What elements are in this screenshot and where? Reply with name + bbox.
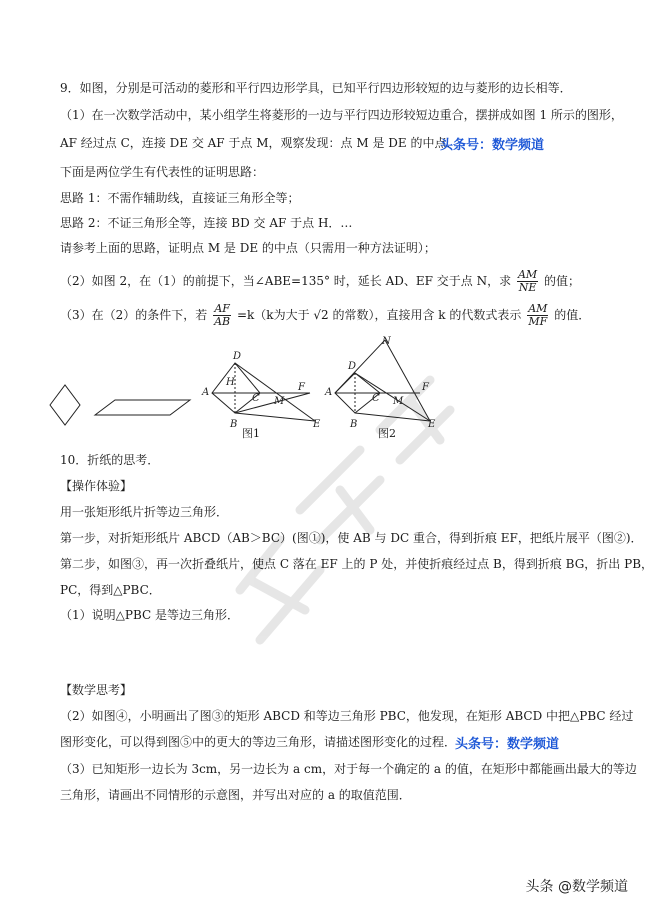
label-C-fig1: C bbox=[252, 393, 260, 404]
q9-part3 bbox=[60, 300, 590, 330]
q9-part3-fraction-2 bbox=[527, 303, 548, 328]
q10-question2-line1: （2）如图④，小明画出了图③的矩形 ABCD 和等边三角形 PBC，他发现，在矩形 ABCD 中把△PBC 经过 bbox=[60, 709, 634, 723]
q10-sentence1: 用一张矩形纸片折等边三角形． bbox=[60, 505, 229, 519]
q9-part3-mid: =k（k为大于 √2 的常数），直接用含 k 的代数式表示 bbox=[236, 308, 522, 322]
label-C-fig2: C bbox=[372, 393, 380, 404]
q9-title: 9．如图，分别是可活动的菱形和平行四边形学具，已知平行四边形较短的边与菱形的边长相等． bbox=[60, 81, 572, 95]
label-A-fig1: A bbox=[202, 387, 210, 398]
fraction-numerator: AF bbox=[214, 302, 230, 315]
q10-question1: （1）说明△PBC 是等边三角形． bbox=[60, 608, 239, 622]
label-F-fig2: F bbox=[422, 382, 429, 393]
q9-part2-fraction bbox=[517, 269, 538, 294]
q10-section-thinking: 【数学思考】 bbox=[60, 683, 133, 697]
q9-part2-pre: （2）如图 2，在（1）的前提下，当∠ABE=135° 时，延长 AD、EF 交于点 N，求 bbox=[60, 274, 512, 288]
fraction-denominator: AB bbox=[214, 315, 231, 328]
label-H-fig1: H bbox=[226, 377, 235, 388]
watermark-text-2: 头条号：数学频道 bbox=[455, 737, 560, 752]
q9-part3-pre: （3）在（2）的条件下，若 bbox=[60, 308, 208, 322]
footer-source-label: 头条 @数学频道 bbox=[525, 879, 628, 895]
figure-2-diagram bbox=[335, 340, 430, 421]
q9-part2 bbox=[60, 266, 580, 296]
q10-step2-line1: 第二步，如图③，再一次折叠纸片，使点 C 落在 EF 上的 P 处，并使折痕经过点 B，得到折痕 BG，折出 PB， bbox=[60, 557, 653, 571]
label-M-fig2: M bbox=[393, 396, 404, 407]
q10-step2-line2: PC，得到△PBC． bbox=[60, 583, 161, 597]
q9-intro: 下面是两位学生有代表性的证明思路： bbox=[60, 165, 265, 179]
q10-title: 10．折纸的思考． bbox=[60, 453, 160, 467]
label-E-fig1: E bbox=[313, 419, 321, 430]
label-N-fig2: N bbox=[382, 336, 391, 347]
q9-part1-line1: （1）在一次数学活动中，某小组学生将菱形的一边与平行四边形较短边重合，摆拼成如图 1 所示的图形， bbox=[60, 108, 623, 122]
q10-question3-line2: 三角形，请画出不同情形的示意图，并写出对应的 a 的取值范围． bbox=[60, 788, 411, 802]
label-D-fig2: D bbox=[348, 361, 357, 372]
parallelogram-shape bbox=[95, 400, 190, 415]
rhombus-shape bbox=[50, 385, 80, 425]
label-F-fig1: F bbox=[298, 382, 305, 393]
q9-part1-line2: AF 经过点 C，连接 DE 交 AF 于点 M，观察发现：点 M 是 DE 的中点． bbox=[60, 136, 459, 150]
q9-part3-fraction-1 bbox=[213, 303, 231, 328]
label-M-fig1: M bbox=[274, 396, 285, 407]
fraction-numerator: AM bbox=[528, 302, 548, 315]
label-B-fig2: B bbox=[350, 419, 358, 430]
fraction-numerator: AM bbox=[517, 268, 538, 281]
q10-question3-line1: （3）已知矩形一边长为 3cm，另一边长为 a cm，对于每一个确定的 a 的值，在矩形中都能画出最大的等边 bbox=[60, 762, 637, 776]
label-A-fig2: A bbox=[325, 387, 333, 398]
q10-step1: 第一步，对折矩形纸片 ABCD（AB＞BC）(图①)，使 AB 与 DC 重合，得到折痕 EF，把纸片展平（图②)． bbox=[60, 531, 643, 545]
q9-idea2: 思路 2：不证三角形全等，连接 BD 交 AF 于点 H．… bbox=[60, 216, 353, 230]
fraction-denominator: MF bbox=[528, 315, 548, 328]
label-E-fig2: E bbox=[428, 419, 436, 430]
q9-part2-post: 的值； bbox=[544, 274, 581, 288]
watermark-text-1: 头条号：数学频道 bbox=[440, 138, 545, 153]
fraction-denominator: NE bbox=[518, 281, 537, 294]
q9-ask: 请参考上面的思路，证明点 M 是 DE 的中点（只需用一种方法证明）； bbox=[60, 241, 436, 255]
q9-idea1: 思路 1：不需作辅助线，直接证三角形全等； bbox=[60, 191, 300, 205]
q10-section-operation: 【操作体验】 bbox=[60, 479, 133, 493]
figure-1-caption: 图1 bbox=[242, 427, 260, 440]
q10-question2-line2: 图形变化，可以得到图⑤中的更大的等边三角形，请描述图形变化的过程． bbox=[60, 735, 457, 749]
label-D-fig1: D bbox=[233, 351, 242, 362]
q9-part3-post: 的值． bbox=[554, 308, 591, 322]
figure-2-caption: 图2 bbox=[378, 427, 396, 440]
label-B-fig1: B bbox=[230, 419, 238, 430]
